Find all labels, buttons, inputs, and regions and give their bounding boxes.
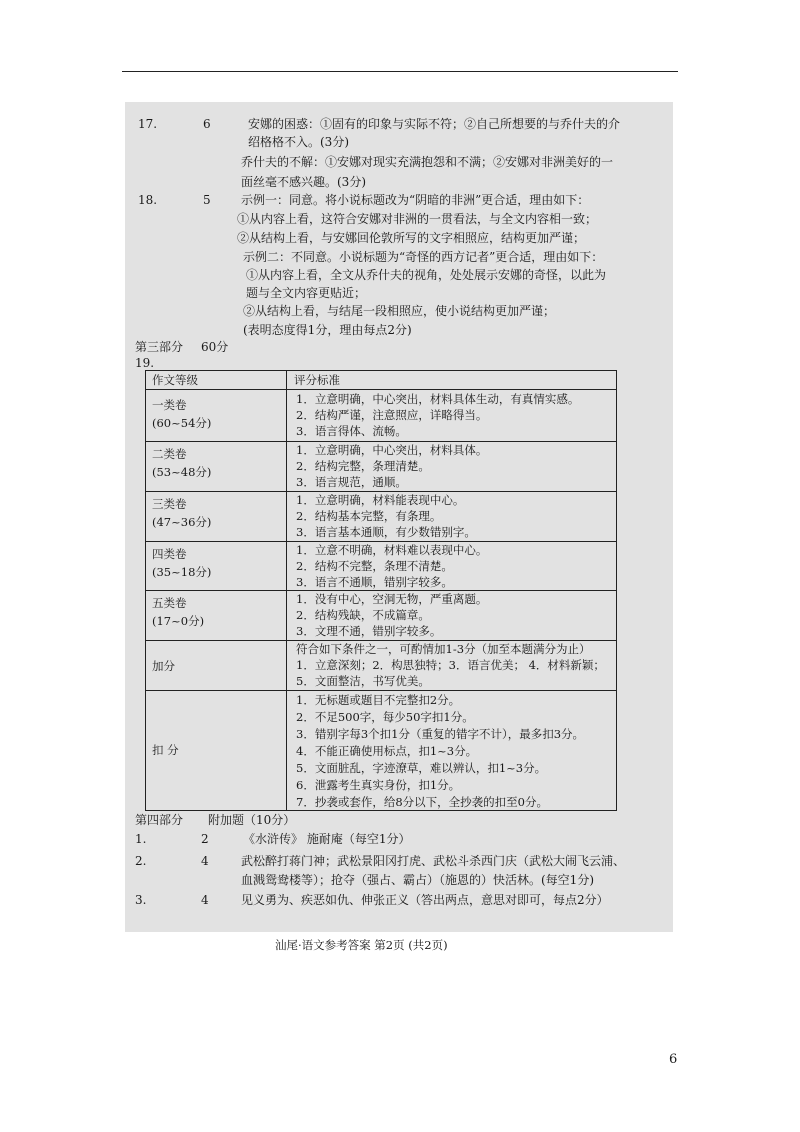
extra-2-score: 4 [201, 854, 209, 868]
part3-label: 第三部分 [135, 340, 184, 354]
page-number: 6 [669, 1052, 678, 1067]
q18-line-6: 题与全文内容更贴近； [246, 286, 367, 300]
grade-3-range: (47~36分) [152, 515, 212, 529]
q18-line-7: ②从结构上看，与结尾一段相照应，使小说结构更加严谨； [243, 304, 556, 318]
extra-3-number: 3. [135, 893, 147, 907]
header-rule [122, 71, 678, 72]
part4-title: 附加题（10分） [208, 813, 296, 827]
deduction-criterion: 6．泄露考生真实身份，扣1分。 [296, 778, 461, 792]
extra-1-number: 1. [135, 832, 147, 846]
table-header-grade: 作文等级 [152, 373, 198, 387]
grade-2-criterion: 1．立意明确，中心突出，材料具体。 [296, 443, 488, 457]
extra-3-score: 4 [201, 893, 209, 907]
q18-number: 18. [138, 193, 158, 207]
scan-footer: 汕尾·语文参考答案 第2页 (共2页) [275, 938, 448, 952]
q18-line-4: 示例二：不同意。小说标题为“奇怪的西方记者”更合适，理由如下： [243, 250, 604, 264]
q18-line-2: ①从内容上看，这符合安娜对非洲的一贯看法，与全文内容相一致； [237, 212, 598, 226]
grade-5-criterion: 1．没有中心，空洞无物，严重离题。 [296, 592, 488, 606]
grading-table [145, 370, 617, 811]
scanned-answer-page [125, 102, 673, 952]
deduction-criterion: 7．抄袭或套作，给8分以下，全抄袭的扣至0分。 [296, 795, 548, 809]
q18-line-8: (表明态度得1分，理由每点2分) [243, 323, 412, 337]
grade-2-criterion: 3．语言规范，通顺。 [296, 475, 407, 489]
row-divider [146, 690, 616, 691]
grade-1-name: 一类卷 [152, 398, 187, 412]
extra-3-answer: 见义勇为、疾恶如仇、伸张正义（答出两点，意思对即可，每点2分） [241, 893, 609, 907]
extra-1-answer: 《水浒传》 施耐庵（每空1分） [243, 832, 411, 846]
grade-4-criterion: 3．语言不通顺，错别字较多。 [296, 575, 453, 589]
extra-2-answer-line-1: 武松醉打蒋门神；武松景阳冈打虎、武松斗杀西门庆（武松大闹飞云浦、 [241, 854, 626, 868]
deduction-criterion: 3．错别字每3个扣1分（重复的错字不计），最多扣3分。 [296, 727, 585, 741]
q17-number: 17. [138, 117, 158, 131]
row-divider [146, 441, 616, 442]
grade-1-criterion: 1．立意明确，中心突出，材料具体生动，有真情实感。 [296, 392, 580, 406]
q18-line-3: ②从结构上看，与安娜回伦敦所写的文字相照应，结构更加严谨； [237, 231, 586, 245]
q17-line-1: 安娜的困惑：①固有的印象与实际不符；②自己所想要的与乔什夫的介 [248, 117, 621, 131]
row-divider [146, 389, 616, 390]
grade-4-criterion: 2．结构不完整，条理不清楚。 [296, 559, 453, 573]
deduction-criterion: 5．文面脏乱，字迹潦草，难以辨认，扣1~3分。 [296, 761, 547, 775]
deduction-criterion: 1．无标题或题目不完整扣2分。 [296, 693, 461, 707]
deduction-label: 扣 分 [152, 743, 179, 757]
q19-number: 19. [135, 356, 155, 370]
grade-3-name: 三类卷 [152, 497, 187, 511]
grade-1-range: (60~54分) [152, 416, 212, 430]
deduction-criterion: 4．不能正确使用标点，扣1~3分。 [296, 744, 478, 758]
q17-line-3: 乔什夫的不解：①安娜对现实充满抱怨和不满；②安娜对非洲美好的一 [241, 155, 614, 169]
part4-label: 第四部分 [135, 813, 184, 827]
bonus-criterion: 5．文面整洁，书写优美。 [296, 674, 430, 688]
grade-2-criterion: 2．结构完整，条理清楚。 [296, 459, 430, 473]
grade-3-criterion: 2．结构基本完整，有条理。 [296, 509, 442, 523]
row-divider [146, 541, 616, 542]
grade-5-criterion: 3．文理不通，错别字较多。 [296, 624, 442, 638]
bonus-label: 加分 [152, 659, 175, 673]
grade-4-name: 四类卷 [152, 547, 187, 561]
row-divider [146, 590, 616, 591]
grade-5-range: (17~0分) [152, 614, 205, 628]
q17-line-4: 面丝毫不感兴趣。(3分) [241, 175, 366, 189]
deduction-criterion: 2．不足500字，每少50字扣1分。 [296, 710, 474, 724]
table-header-criteria: 评分标准 [294, 373, 340, 387]
bonus-criterion: 1．立意深刻；2．构思独特；3．语言优美； 4．材料新颖； [296, 658, 605, 672]
grade-1-criterion: 3．语言得体、流畅。 [296, 424, 407, 438]
q18-line-5: ①从内容上看，全文从乔什夫的视角，处处展示安娜的奇怪，以此为 [246, 268, 607, 282]
q17-score: 6 [203, 117, 211, 131]
grade-2-name: 二类卷 [152, 447, 187, 461]
row-divider [146, 491, 616, 492]
row-divider [146, 640, 616, 641]
part3-score: 60分 [201, 340, 229, 354]
q18-line-1: 示例一：同意。将小说标题改为“阴暗的非洲”更合适，理由如下： [241, 193, 590, 207]
grade-3-criterion: 3．语言基本通顺，有少数错别字。 [296, 525, 476, 539]
bonus-criterion: 符合如下条件之一，可酌情加1-3分（加至本题满分为止） [296, 642, 591, 656]
extra-2-answer-line-2: 血溅鸳鸯楼等）；抢夺（强占、霸占）（施恩的）快活林。(每空1分) [241, 873, 595, 887]
grade-5-name: 五类卷 [152, 596, 187, 610]
grade-3-criterion: 1．立意明确，材料能表现中心。 [296, 493, 465, 507]
q18-score: 5 [203, 193, 211, 207]
q17-line-2: 绍格格不入。(3分) [248, 135, 349, 149]
extra-1-score: 2 [201, 832, 209, 846]
grade-5-criterion: 2．结构残缺，不成篇章。 [296, 608, 430, 622]
grade-2-range: (53~48分) [152, 465, 212, 479]
grade-1-criterion: 2．结构严谨，注意照应，详略得当。 [296, 408, 488, 422]
grade-4-range: (35~18分) [152, 565, 212, 579]
grade-4-criterion: 1．立意不明确，材料难以表现中心。 [296, 543, 488, 557]
extra-2-number: 2. [135, 854, 147, 868]
